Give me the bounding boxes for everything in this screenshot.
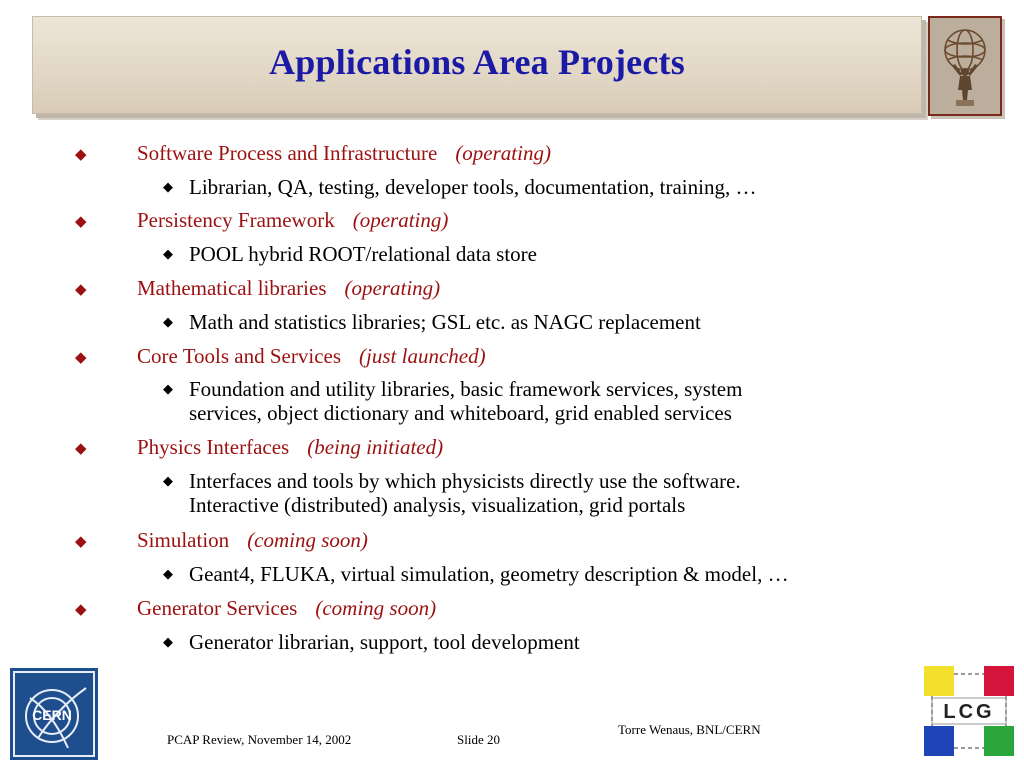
diamond-bullet-icon: ◆	[75, 214, 87, 230]
sub-list-item	[163, 562, 789, 587]
diamond-bullet-icon: ◆	[75, 602, 87, 618]
sub-list-item	[163, 310, 701, 335]
diamond-bullet-icon: ◆	[163, 246, 173, 261]
footer-author: Torre Wenaus, BNL/CERN	[618, 722, 761, 737]
slide-title: Applications Area Projects	[269, 42, 685, 82]
list-item	[75, 596, 437, 621]
diamond-bullet-icon: ◆	[163, 314, 173, 329]
sub-list-item	[163, 242, 537, 267]
item-label: Generator Services	[137, 596, 298, 620]
sub-item-text: Geant4, FLUKA, virtual simulation, geometry description & model, …	[189, 562, 789, 586]
item-label: Simulation	[137, 528, 230, 552]
cern-logo	[10, 668, 98, 760]
diamond-bullet-icon: ◆	[163, 634, 173, 649]
item-label: Core Tools and Services	[137, 344, 342, 368]
diamond-bullet-icon: ◆	[163, 381, 173, 396]
diamond-bullet-icon: ◆	[75, 441, 87, 457]
list-item	[75, 276, 441, 301]
item-status: (operating)	[344, 276, 441, 300]
sub-item-text: Interfaces and tools by which physicists directly use the software.	[189, 469, 741, 493]
title-bar	[32, 16, 922, 114]
sub-list-item	[163, 377, 743, 402]
sub-list-item-continuation	[189, 401, 732, 426]
diamond-bullet-icon: ◆	[163, 566, 173, 581]
diamond-bullet-icon: ◆	[75, 350, 87, 366]
lcg-logo-text: LCG	[943, 701, 995, 723]
diamond-bullet-icon: ◆	[163, 179, 173, 194]
sub-list-item-continuation	[189, 493, 685, 518]
cern-logo-text: CERN	[32, 707, 72, 723]
sub-item-text: POOL hybrid ROOT/relational data store	[189, 242, 537, 266]
sub-list-item	[163, 469, 741, 494]
list-item	[75, 208, 449, 233]
list-item	[75, 435, 444, 460]
footer-review: PCAP Review, November 14, 2002	[167, 732, 352, 747]
item-label: Software Process and Infrastructure	[137, 141, 438, 165]
atlas-logo	[928, 16, 1002, 116]
list-item	[75, 141, 551, 166]
sub-list-item	[163, 175, 757, 200]
sub-item-text: Librarian, QA, testing, developer tools, documentation, training, …	[189, 175, 757, 199]
lcg-logo	[922, 664, 1016, 758]
sub-item-text: services, object dictionary and whiteboard, grid enabled services	[189, 401, 732, 425]
diamond-bullet-icon: ◆	[163, 473, 173, 488]
diamond-bullet-icon: ◆	[75, 282, 87, 298]
sub-item-text: Math and statistics libraries; GSL etc. as NAGC replacement	[189, 310, 701, 334]
item-status: (coming soon)	[247, 528, 368, 552]
sub-item-text: Generator librarian, support, tool development	[189, 630, 580, 654]
item-status: (just launched)	[359, 344, 486, 368]
item-label: Persistency Framework	[137, 208, 335, 232]
item-status: (operating)	[352, 208, 449, 232]
footer-slide-number: Slide 20	[457, 732, 500, 747]
sub-item-text: Interactive (distributed) analysis, visualization, grid portals	[189, 493, 686, 517]
sub-item-text: Foundation and utility libraries, basic framework services, system	[189, 377, 743, 401]
item-label: Mathematical libraries	[137, 276, 327, 300]
list-item	[75, 344, 486, 369]
item-label: Physics Interfaces	[137, 435, 290, 459]
item-status: (being initiated)	[307, 435, 444, 459]
item-status: (operating)	[455, 141, 551, 165]
diamond-bullet-icon: ◆	[75, 534, 87, 550]
list-item	[75, 528, 368, 553]
sub-list-item	[163, 630, 580, 655]
item-status: (coming soon)	[315, 596, 437, 620]
diamond-bullet-icon: ◆	[75, 147, 87, 163]
